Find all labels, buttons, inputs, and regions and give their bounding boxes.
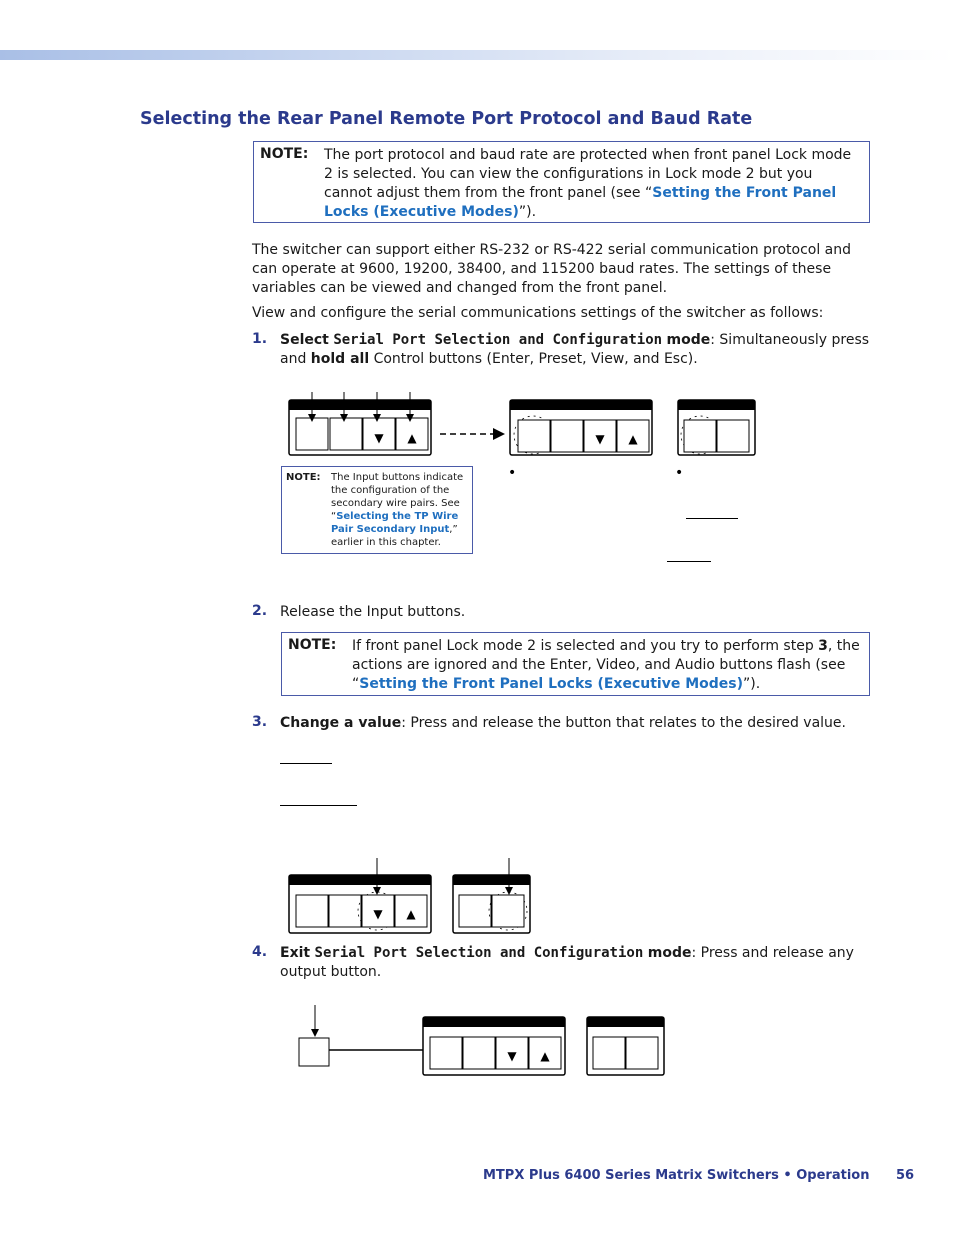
bullet: • bbox=[675, 465, 684, 481]
up-arrow-icon: ▲ bbox=[540, 1049, 550, 1063]
link-tp-wire-pair[interactable]: Selecting the TP Wire Pair Secondary Input bbox=[331, 511, 459, 535]
note-label: NOTE: bbox=[286, 472, 321, 483]
step-3-text: Change a value: Press and release the button that relates to the desired value. bbox=[280, 715, 846, 731]
down-arrow-icon: ▼ bbox=[507, 1049, 517, 1063]
note-label: NOTE: bbox=[288, 637, 337, 653]
step-4-text: Exit Serial Port Selection and Configuration mode: Press and release any output button. bbox=[280, 945, 854, 980]
control-button-panel bbox=[289, 858, 431, 933]
up-arrow-icon: ▲ bbox=[407, 431, 417, 445]
up-arrow-icon: ▲ bbox=[406, 907, 416, 921]
underline-mark bbox=[280, 763, 332, 764]
down-arrow-icon: ▼ bbox=[373, 907, 383, 921]
preset-button[interactable] bbox=[330, 418, 362, 450]
step-number: 3. bbox=[252, 714, 268, 730]
enter-button[interactable] bbox=[296, 418, 328, 450]
page-number: 56 bbox=[896, 1168, 915, 1183]
page-footer bbox=[483, 1168, 914, 1183]
note-label: NOTE: bbox=[260, 146, 309, 162]
output-button[interactable] bbox=[299, 1038, 329, 1066]
io-panel bbox=[587, 1017, 664, 1075]
step-number: 4. bbox=[252, 944, 268, 960]
note-text: The port protocol and baud rate are protected when front panel Lock mode 2 is selected. You can view the configurations in Lock mode 2 but you cannot adjust them from the front panel (see “Setting the Front Panel Locks (Executive Modes)”). bbox=[324, 147, 852, 220]
figure-step3-diagram bbox=[285, 855, 545, 940]
down-arrow-icon: ▼ bbox=[595, 432, 605, 446]
link-front-panel-locks[interactable]: Setting the Front Panel Locks (Executive Modes) bbox=[359, 676, 744, 692]
step-1-text: Select Serial Port Selection and Configuration mode: Simultaneously press and hold all Control buttons (Enter, Preset, View, and Esc). bbox=[280, 332, 870, 367]
footer-title: MTPX Plus 6400 Series Matrix Switchers • Operation bbox=[483, 1168, 870, 1183]
intro-paragraph: The switcher can support either RS-232 or RS-422 serial communication protocol and can operate at 9600, 19200, 38400, and 115200 baud rates. The settings of these variables can be viewed and changed from the front panel. bbox=[252, 242, 852, 296]
control-button-panel bbox=[289, 392, 431, 455]
note-text: If front panel Lock mode 2 is selected and you try to perform step 3, the actions are ignored and the Enter, Video, and Audio buttons flash (see “Setting the Front Panel Locks (Executive Modes)”). bbox=[352, 638, 860, 692]
top-gradient-bar bbox=[0, 50, 954, 60]
up-arrow-icon: ▲ bbox=[628, 432, 638, 446]
control-button-panel bbox=[423, 1017, 565, 1075]
underline-mark bbox=[667, 561, 711, 562]
io-panel-lit bbox=[678, 400, 755, 455]
link-front-panel-locks[interactable]: Setting the Front Panel Locks (Executive Modes) bbox=[324, 185, 837, 220]
underline-mark bbox=[280, 805, 357, 806]
control-panel-lit bbox=[510, 400, 652, 455]
figure-step4-diagram bbox=[290, 1000, 670, 1085]
intro-paragraph-2: View and configure the serial communications settings of the switcher as follows: bbox=[252, 305, 824, 321]
bullet: • bbox=[508, 465, 517, 481]
io-panel-lit bbox=[453, 858, 530, 933]
step-number: 2. bbox=[252, 603, 268, 619]
note-box-protection bbox=[253, 141, 870, 223]
underline-mark bbox=[686, 518, 738, 519]
down-arrow-icon: ▼ bbox=[374, 431, 384, 445]
note-box-input-buttons bbox=[281, 466, 473, 554]
section-heading: Selecting the Rear Panel Remote Port Protocol and Baud Rate bbox=[140, 109, 753, 129]
step-number: 1. bbox=[252, 331, 268, 347]
step-2-text: Release the Input buttons. bbox=[280, 604, 466, 620]
note-text: The Input buttons indicate the configuration of the secondary wire pairs. See “Selecting the TP Wire Pair Secondary Input,” earlier in this chapter. bbox=[331, 472, 464, 548]
note-box-lock-mode bbox=[281, 632, 870, 696]
